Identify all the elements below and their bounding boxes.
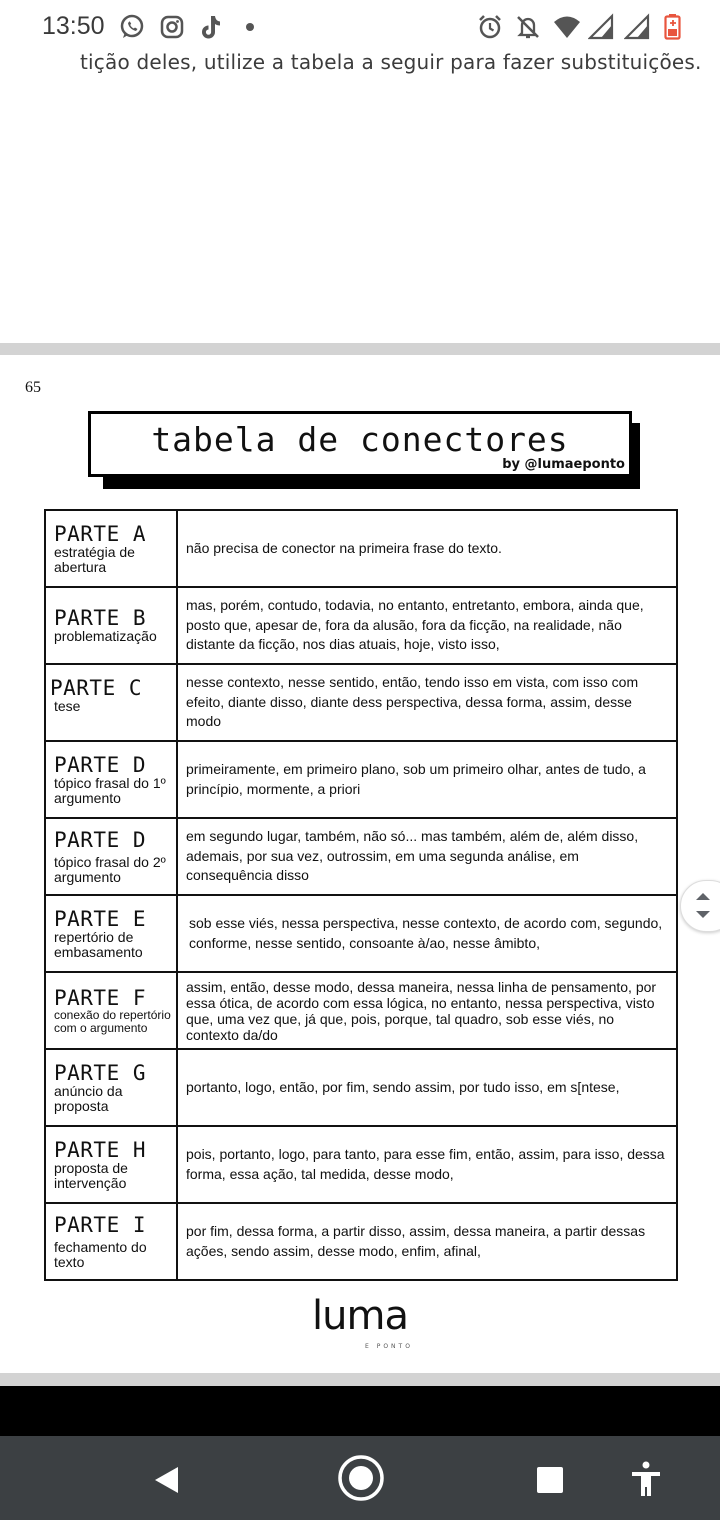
part-subtitle: problematização: [54, 628, 157, 644]
whatsapp-icon: [118, 13, 146, 41]
part-label: PARTE G: [54, 1060, 147, 1085]
part-subtitle: proposta de intervenção: [54, 1159, 128, 1191]
table-row: [45, 1126, 677, 1203]
part-subtitle: fechamento do texto: [54, 1238, 147, 1270]
part-label: PARTE I: [54, 1212, 147, 1237]
wifi-icon: [553, 13, 581, 41]
part-cell: [45, 1203, 177, 1280]
part-subtitle: tese: [54, 698, 81, 714]
part-label: PARTE C: [50, 676, 143, 700]
part-label: PARTE B: [54, 606, 147, 630]
tiktok-icon: [196, 13, 224, 41]
status-time: 13:50: [42, 12, 105, 40]
connectors-cell: primeiramente, em primeiro plano, sob um primeiro olhar, antes de tudo, a princípio, mormente, a priori: [177, 741, 677, 818]
home-icon[interactable]: [337, 1454, 385, 1502]
status-bar: [0, 0, 720, 54]
scroll-arrows-icon: [681, 881, 720, 933]
table-row: [45, 1049, 677, 1126]
part-label: PARTE A: [54, 521, 147, 546]
part-subtitle: conexão do repertório com o argumento: [54, 1007, 171, 1035]
document-page[interactable]: [0, 355, 720, 1373]
battery-low-icon: [659, 13, 687, 41]
table-row: [45, 818, 677, 895]
connectors-cell: pois, portanto, logo, para tanto, para esse fim, então, assim, para isso, dessa forma, essa ação, tal medida, desse modo,: [177, 1126, 677, 1203]
accessibility-icon[interactable]: [624, 1458, 668, 1502]
table-row: [45, 1203, 677, 1280]
table-row: [45, 972, 677, 1049]
table-row: [45, 510, 677, 587]
part-cell: [45, 741, 177, 818]
part-cell: [45, 972, 177, 1049]
recents-icon[interactable]: [528, 1458, 572, 1502]
connectors-cell: nesse contexto, nesse sentido, então, tendo isso em vista, com isso com efeito, diante disso, diante dess perspectiva, dessa forma, assim, desse modo: [177, 664, 677, 741]
part-cell: [45, 1049, 177, 1126]
part-cell: [45, 818, 177, 895]
page-separator: [0, 343, 720, 355]
signal-icon: [624, 13, 652, 41]
logo-subtext: E PONTO: [365, 1343, 413, 1350]
alarm-icon: [476, 13, 504, 41]
part-cell: [45, 1126, 177, 1203]
page-scroll-button[interactable]: [680, 880, 720, 932]
part-cell: [45, 895, 177, 972]
part-label: PARTE D: [54, 827, 147, 852]
signal-icon: [588, 13, 616, 41]
page-separator: [0, 1373, 720, 1386]
table-row: [45, 587, 677, 664]
part-label: PARTE H: [54, 1137, 147, 1162]
document-text-fragment: tição deles, utilize a tabela a seguir para fazer substituições.: [80, 50, 702, 74]
notifications-off-icon: [514, 13, 542, 41]
connectors-cell: mas, porém, contudo, todavia, no entanto, entretanto, embora, ainda que, posto que, apesar de, fora da alusão, fora da ficção, na realidade, não distante da ficção, nos dias atuais, hoje, visto isso,: [177, 587, 677, 664]
brand-logo: [0, 1293, 720, 1350]
instagram-icon: [158, 13, 186, 41]
page-number: 65: [25, 379, 41, 396]
part-subtitle: tópico frasal do 2º argumento: [54, 853, 166, 885]
connectors-cell: sob esse viés, nessa perspectiva, nesse contexto, de acordo com, segundo, conforme, nesse sentido, consoante à/ao, nesse âmibto,: [177, 895, 677, 972]
viewer-bottom-band: [0, 1386, 720, 1436]
connectors-cell: em segundo lugar, também, não só... mas também, além de, além disso, ademais, por sua vez, outrossim, em uma segunda análise, em consequência disso: [177, 818, 677, 895]
navigation-bar: [0, 1436, 720, 1520]
table-row: [45, 741, 677, 818]
connectors-cell: assim, então, desse modo, dessa maneira, nessa linha de pensamento, por essa ótica, de acordo com essa lógica, no entanto, nessa perspectiva, visto que, uma vez que, já que, pois, porque, tal quadro, sob esse viés, no contexto da/do: [177, 972, 677, 1049]
title-box: [88, 411, 632, 477]
connectors-cell: portanto, logo, então, por fim, sendo assim, por tudo isso, em s[ntese,: [177, 1049, 677, 1126]
part-label: PARTE F: [54, 985, 147, 1010]
dot-icon: [238, 13, 266, 41]
part-subtitle: estratégia de abertura: [54, 543, 135, 575]
back-icon[interactable]: [144, 1458, 188, 1502]
table-row: [45, 895, 677, 972]
table-row: [45, 664, 677, 741]
connectors-table: [44, 509, 678, 1281]
part-cell: [45, 664, 177, 741]
part-cell: [45, 587, 177, 664]
part-label: PARTE E: [54, 906, 147, 931]
part-cell: [45, 510, 177, 587]
connectors-cell: por fim, dessa forma, a partir disso, assim, dessa maneira, a partir dessas ações, sendo assim, desse modo, enfim, afinal,: [177, 1203, 677, 1280]
title-byline: by @lumaeponto: [502, 457, 625, 472]
logo-text: luma: [312, 1293, 408, 1339]
part-label: PARTE D: [54, 752, 147, 777]
part-subtitle: anúncio da proposta: [54, 1082, 123, 1114]
page-title: tabela de conectores: [151, 420, 569, 459]
part-subtitle: tópico frasal do 1º argumento: [54, 774, 166, 806]
part-subtitle: repertório de embasamento: [54, 928, 143, 960]
connectors-cell: não precisa de conector na primeira frase do texto.: [177, 510, 677, 587]
